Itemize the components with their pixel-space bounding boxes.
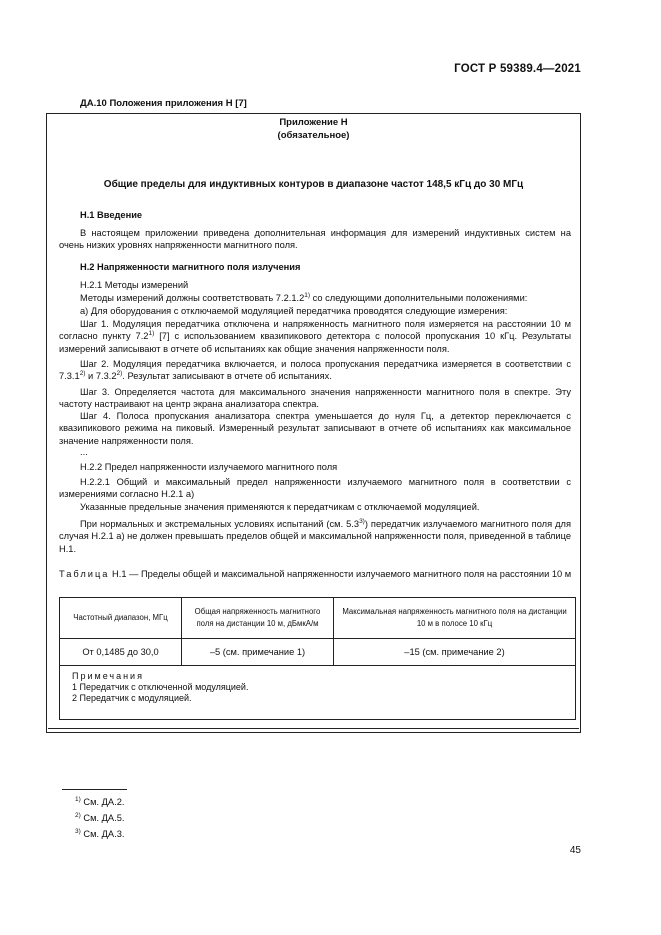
h1-heading: Н.1 Введение <box>80 210 143 220</box>
methods-text: Методы измерений должны соответствовать 7.2.1.2 <box>80 293 305 303</box>
limits-table <box>59 597 576 720</box>
table-caption-text: Н.1 — Пределы общей и максимальной напряженности излучаемого магнитного поля на расстоянии 10 м <box>109 569 572 579</box>
header-frequency: Частотный диапазон, МГц <box>60 598 182 639</box>
appendix-main-title: Общие пределы для индуктивных контуров в диапазоне частот 148,5 кГц до 30 МГц <box>103 179 524 190</box>
h221-paragraph: Н.2.2.1 Общий и максимальный предел напряженности излучаемого магнитного поля в соответствии с измерениями согласно Н.2.1 а) <box>59 477 571 500</box>
footnote-ref: 1) <box>148 330 155 338</box>
footnote <box>75 829 124 839</box>
table-caption <box>59 568 573 580</box>
note-item: 1 Передатчик с отключенной модуляцией. <box>72 682 249 693</box>
limits-paragraph: Указанные предельные значения применяются к передатчикам с отключаемой модуляцией. <box>80 502 480 512</box>
ellipsis: ... <box>80 447 88 457</box>
step1-text: Шаг 1. Модуляция передатчика отключена и напряженность магнитного поля измеряется на расстоянии 10 м согласно пункту 7.2 <box>59 319 571 342</box>
cell-total-strength: –5 (см. примечание 1) <box>182 639 334 666</box>
footnote-ref: 2) <box>79 370 86 378</box>
h2-heading: Н.2 Напряженности магнитного поля излучения <box>80 262 301 272</box>
table-notes-row <box>60 666 576 720</box>
h22-subheading: Н.2.2 Предел напряженности излучаемого магнитного поля <box>80 462 338 472</box>
footnote-mark: 2) <box>75 812 81 819</box>
table-caption-word: Таблица <box>59 569 110 579</box>
footnote-mark: 1) <box>75 796 81 803</box>
section-title: ДА.10 Положения приложения Н [7] <box>80 98 247 109</box>
methods-text-cont: со следующими дополнительными положениями: <box>310 293 528 303</box>
step2 <box>59 358 571 383</box>
methods-paragraph <box>80 292 527 304</box>
page-number: 45 <box>569 845 581 856</box>
footnote <box>75 797 124 807</box>
notes-title: Примечания <box>72 671 144 681</box>
appendix-title: Приложение Н <box>279 117 348 128</box>
appendix-status: (обязательное) <box>277 130 350 141</box>
footnote-mark: 3) <box>75 828 81 835</box>
cell-frequency: От 0,1485 до 30,0 <box>60 639 182 666</box>
note-item: 2 Передатчик с модуляцией. <box>72 693 192 704</box>
header-total-strength: Общая напряженность магнитного поля на дистанции 10 м, дБмкА/м <box>182 598 334 639</box>
step1 <box>59 318 571 355</box>
step4: Шаг 4. Полоса пропускания анализатора спектра уменьшается до нуля Гц, а детектор переключается с квазипикового режима на пиковый. Измеренный результат записывают в отчете об испытаниях как максимальное значение напряженности поля. <box>59 411 571 446</box>
normal-conditions-paragraph <box>59 518 571 555</box>
footnote-ref: 1) <box>304 292 311 299</box>
footnote-ref: 3) <box>359 518 365 525</box>
table-header-row <box>60 598 576 639</box>
step2-text: Шаг 2. Модуляция передатчика включается, и полоса пропускания передатчика измеряется в соответствии с 7.3.1 <box>59 359 571 382</box>
table-notes <box>60 666 576 720</box>
document-header: ГОСТ Р 59389.4—2021 <box>454 63 581 75</box>
h1-text: В настоящем приложении приведена дополнительная информация для измерений индуктивных систем на очень низких уровнях напряженности магнитного поля. <box>59 228 571 251</box>
footnote-text: См. ДА.3. <box>80 829 125 839</box>
normal-text: При нормальных и экстремальных условиях испытаний (см. 5.3 <box>80 519 360 529</box>
step3: Шаг 3. Определяется частота для максимального значения напряженности магнитного поля в спектре. Эту частоту настраивают на центр экрана анализатора спектра. <box>59 387 571 410</box>
cell-max-strength: –15 (см. примечание 2) <box>334 639 576 666</box>
footnote <box>75 813 124 823</box>
footnote-ref: 2) <box>116 370 123 378</box>
footnote-text: См. ДА.2. <box>80 797 125 807</box>
normal-text-cont: ) передатчик излучаемого магнитного поля для случая Н.2.1 а) не должен превышать пределов общей и максимальной напряженности поля, приведенной в таблице Н.1. <box>59 519 571 554</box>
h21-subheading: Н.2.1 Методы измерений <box>80 280 189 290</box>
table-row <box>60 639 576 666</box>
step2-text-end: . Результат записывают в отчете об испытаниях. <box>122 371 332 382</box>
step2-text-cont: и 7.3.2 <box>85 371 117 382</box>
footnote-text: См. ДА.5. <box>80 813 125 823</box>
appendix-heading <box>46 116 581 142</box>
item-a: а) Для оборудования с отключаемой модуляцией передатчика проводятся следующие измерения: <box>80 306 508 316</box>
header-max-strength: Максимальная напряженность магнитного поля на дистанции 10 м в полосе 10 кГц <box>334 598 576 639</box>
step1-text-cont: [7] с использованием квазипикового детектора с полосой пропускания 10 кГц. Результаты измерений записывают в отчете об испытаниях как общие значения напряженности поля. <box>59 331 572 354</box>
footnote-separator <box>62 789 127 790</box>
